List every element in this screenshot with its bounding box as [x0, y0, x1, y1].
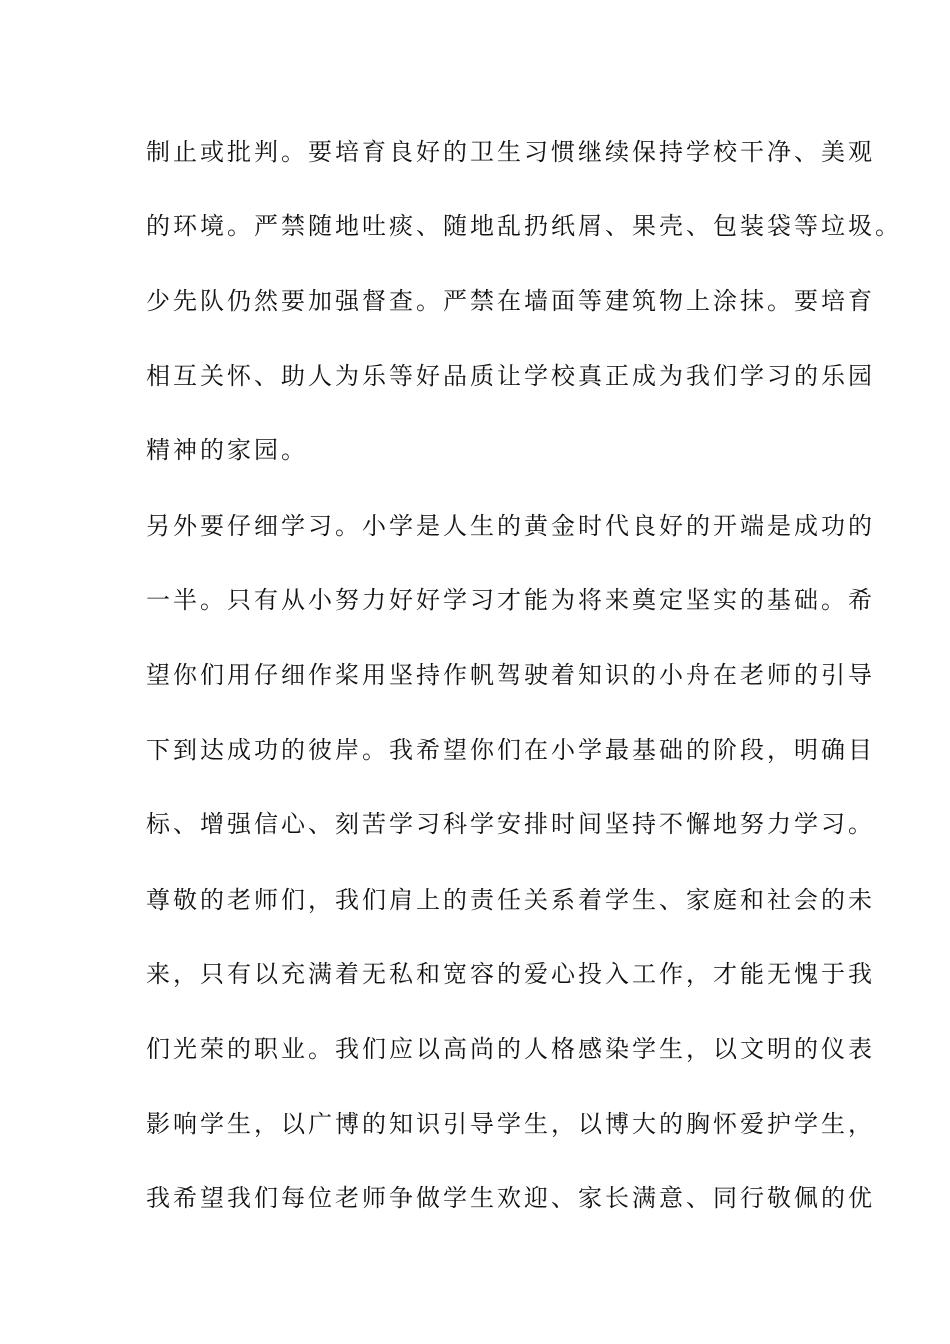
text-line: 我希望我们每位老师争做学生欢迎、家长满意、同行敬佩的优: [146, 1184, 875, 1212]
text-line: 望你们用仔细作桨用坚持作帆驾驶着知识的小舟在老师的引导: [146, 661, 875, 689]
text-line: 来，只有以充满着无私和宽容的爱心投入工作，才能无愧于我: [146, 960, 875, 988]
text-line: 标、增强信心、刻苦学习科学安排时间坚持不懈地努力学习。: [146, 810, 875, 838]
text-line: 影响学生，以广博的知识引导学生，以博大的胸怀爱护学生，: [146, 1110, 875, 1138]
text-line: 下到达成功的彼岸。我希望你们在小学最基础的阶段，明确目: [146, 736, 875, 764]
text-line: 们光荣的职业。我们应以高尚的人格感染学生，以文明的仪表: [146, 1035, 875, 1063]
text-line: 一半。只有从小努力好好学习才能为将来奠定坚实的基础。希: [146, 586, 875, 614]
text-line: 的环境。严禁随地吐痰、随地乱扔纸屑、果壳、包装袋等垃圾。: [146, 212, 902, 240]
text-line: 制止或批判。要培育良好的卫生习惯继续保持学校干净、美观: [146, 138, 875, 166]
text-line: 少先队仍然要加强督查。严禁在墙面等建筑物上涂抹。要培育: [146, 287, 875, 315]
text-line: 相互关怀、助人为乐等好品质让学校真正成为我们学习的乐园: [146, 362, 875, 390]
text-line: 尊敬的老师们，我们肩上的责任关系着学生、家庭和社会的未: [146, 886, 875, 914]
text-line: 精神的家园。: [146, 436, 308, 464]
text-line: 另外要仔细学习。小学是人生的黄金时代良好的开端是成功的: [146, 512, 875, 540]
